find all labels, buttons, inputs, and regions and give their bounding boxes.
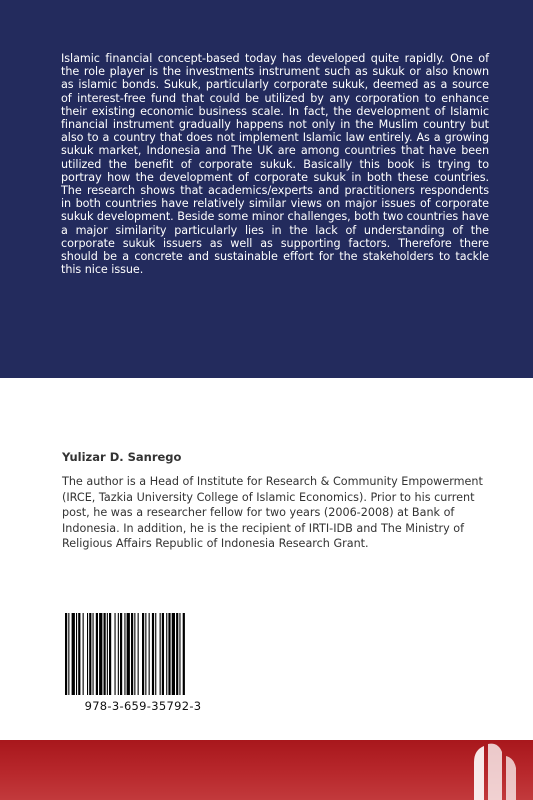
bottom-red-band <box>0 740 533 800</box>
back-cover-top-panel <box>0 0 533 378</box>
publisher-logo-icon <box>464 740 522 800</box>
book-abstract: Islamic financial concept-based today has developed quite rapidly. One of the role player is the investments instrument such as sukuk or also known as islamic bonds. Sukuk, particularly corporate sukuk, deemed as a source of interest-free fund that could be utilized by any corporation to enhance their existing economic business scale. In fact, the development of Islamic financial instrument gradually happens not only in the Muslim country but also to a country that does not implement Islamic law entirely. As a growing sukuk market, Indonesia and The UK are among countries that have been utilized the benefit of corporate sukuk. Basically this book is trying to portray how the development of corporate sukuk in both these countries. The research shows that academics/experts and practitioners respondents in both countries have relatively similar views on major issues of corporate sukuk development. Beside some minor challenges, both two countries have a major similarity particularly lies in the lack of understanding of the corporate sukuk issuers as well as supporting factors. Therefore there should be a concrete and sustainable effort for the stakeholders to tackle this nice issue. <box>61 52 489 277</box>
isbn-number: 978-3-659-35792-3 <box>84 699 202 713</box>
barcode-icon <box>63 613 223 695</box>
author-name: Yulizar D. Sanrego <box>62 450 182 464</box>
author-bio: The author is a Head of Institute for Research & Community Empowerment (IRCE, Tazkia University College of Islamic Economics). Prior to his current post, he was a researcher fellow for two years (2006-2008) at Bank of Indonesia. In addition, he is the recipient of IRTI-IDB and The Ministry of Religious Affairs Republic of Indonesia Research Grant. <box>62 475 483 550</box>
